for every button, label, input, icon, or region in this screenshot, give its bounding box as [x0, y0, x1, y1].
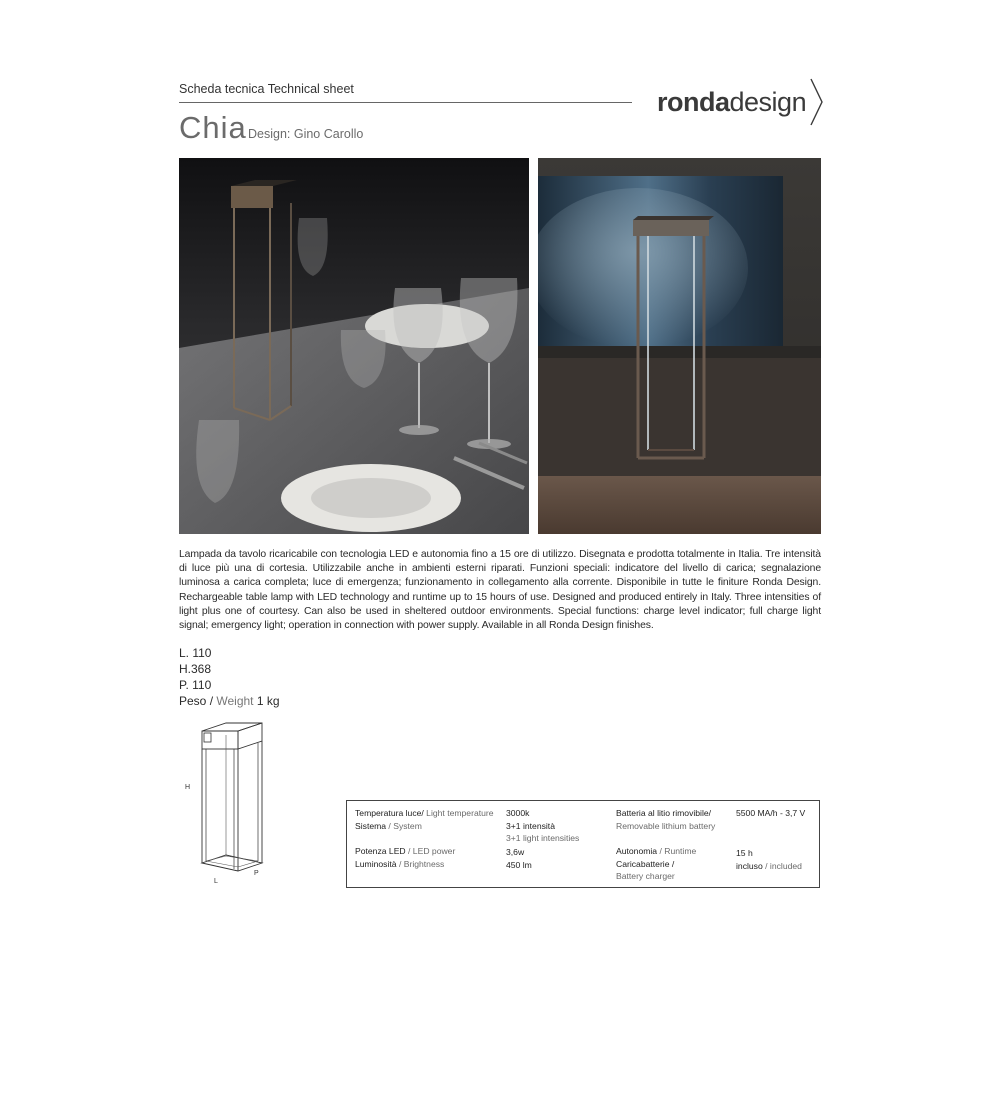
system-value-en: 3+1 light intensities: [506, 833, 580, 843]
led-power-label-it: Potenza LED: [355, 846, 406, 856]
brightness-label-en: / Brightness: [396, 858, 445, 869]
spec-value-power-brightness: [506, 846, 532, 871]
spec-label-runtime-charger: [616, 845, 696, 883]
charger-value-it: incluso: [736, 860, 763, 871]
spec-table: [346, 800, 820, 888]
product-description: Lampada da tavolo ricaricabile con tecnologia LED e autonomia fino a 15 ore di utilizzo. Disegnata e prodotta totalmente in Italia. Tre intensità di luce più una di cortesia. Utilizzabile anche in ambienti esterni riparati. Funzioni speciali: indicatore del livello di carica; segnalazione luminosa a carica completa; luce di emergenza; funzionamento in collegamento alla corrente. Disponibile in tutte le finiture Ronda Design. Rechargeable table lamp with LED technology and runtime up to 15 hours of use. Designed and produced entirely in Italy. Three intensities of light plus one of courtesy. Can also be used in sheltered outdoor environments. Special functions: charge level indicator; full charge light signal; emergency light; operation in connection with power supply. Available in all Ronda Design finishes.: [179, 549, 821, 632]
battery-label-it: Batteria al litio rimovibile/: [616, 808, 712, 818]
battery-label-en: Removable lithium battery: [616, 820, 716, 831]
runtime-label-en: / Runtime: [657, 846, 697, 856]
weight-label-en: Weight: [216, 694, 254, 708]
header-rule: [179, 102, 632, 103]
sheet-label: Scheda tecnica Technical sheet: [179, 82, 354, 96]
dimensions-block: [179, 645, 280, 709]
spec-value-temp-system: [506, 807, 579, 845]
spec-value-runtime-charger: [736, 847, 802, 872]
dimension-depth: P. 110: [179, 678, 212, 692]
product-photo-wall: [538, 158, 821, 534]
brand-logo: [657, 80, 824, 124]
color-temp-label-it: Temperatura luce/: [355, 808, 424, 818]
logo-bold-text: ronda: [657, 86, 730, 117]
runtime-label-it: Autonomia: [616, 846, 658, 856]
product-photo-table-setting: [179, 158, 529, 534]
drawing-label-l: L: [214, 878, 218, 885]
system-value-it: 3+1 intensità: [506, 820, 555, 831]
brightness-label-it: Luminosità: [355, 858, 397, 869]
drawing-label-h: H: [185, 784, 191, 791]
logo-light-text: design: [729, 86, 807, 117]
product-name: Chia: [179, 110, 247, 145]
led-power-label-en: / LED power: [405, 846, 456, 856]
drawing-label-p: P: [254, 870, 259, 877]
designer-credit: Design: Gino Carollo: [248, 127, 364, 141]
charger-value-en: / included: [762, 860, 802, 871]
runtime-value: 15 h: [736, 848, 753, 858]
brightness-value: 450 lm: [506, 859, 532, 870]
charger-label-it: Caricabatterie /: [616, 858, 675, 869]
color-temp-label-en: Light temperature: [423, 808, 494, 818]
color-temp-value: 3000k: [506, 808, 530, 818]
technical-drawing: [180, 715, 280, 885]
spec-label-battery: [616, 807, 715, 832]
logo-chevron-icon: [810, 77, 824, 127]
weight-value: 1 kg: [253, 694, 280, 708]
dimension-weight: [179, 693, 280, 709]
system-label-it: Sistema: [355, 820, 387, 831]
spec-value-battery: [736, 807, 805, 820]
spec-label-power-brightness: [355, 845, 455, 870]
system-label-en: / System: [386, 820, 422, 831]
battery-value: 5500 MA/h - 3,7 V: [736, 808, 806, 818]
led-power-value: 3,6w: [506, 847, 525, 857]
weight-label-it: Peso: [179, 694, 207, 708]
spec-label-temp-system: [355, 807, 494, 832]
dimension-length: L. 110: [179, 646, 212, 660]
charger-label-en: Battery charger: [616, 871, 675, 881]
dimension-height: H.368: [179, 662, 212, 676]
weight-sep: /: [206, 694, 217, 708]
